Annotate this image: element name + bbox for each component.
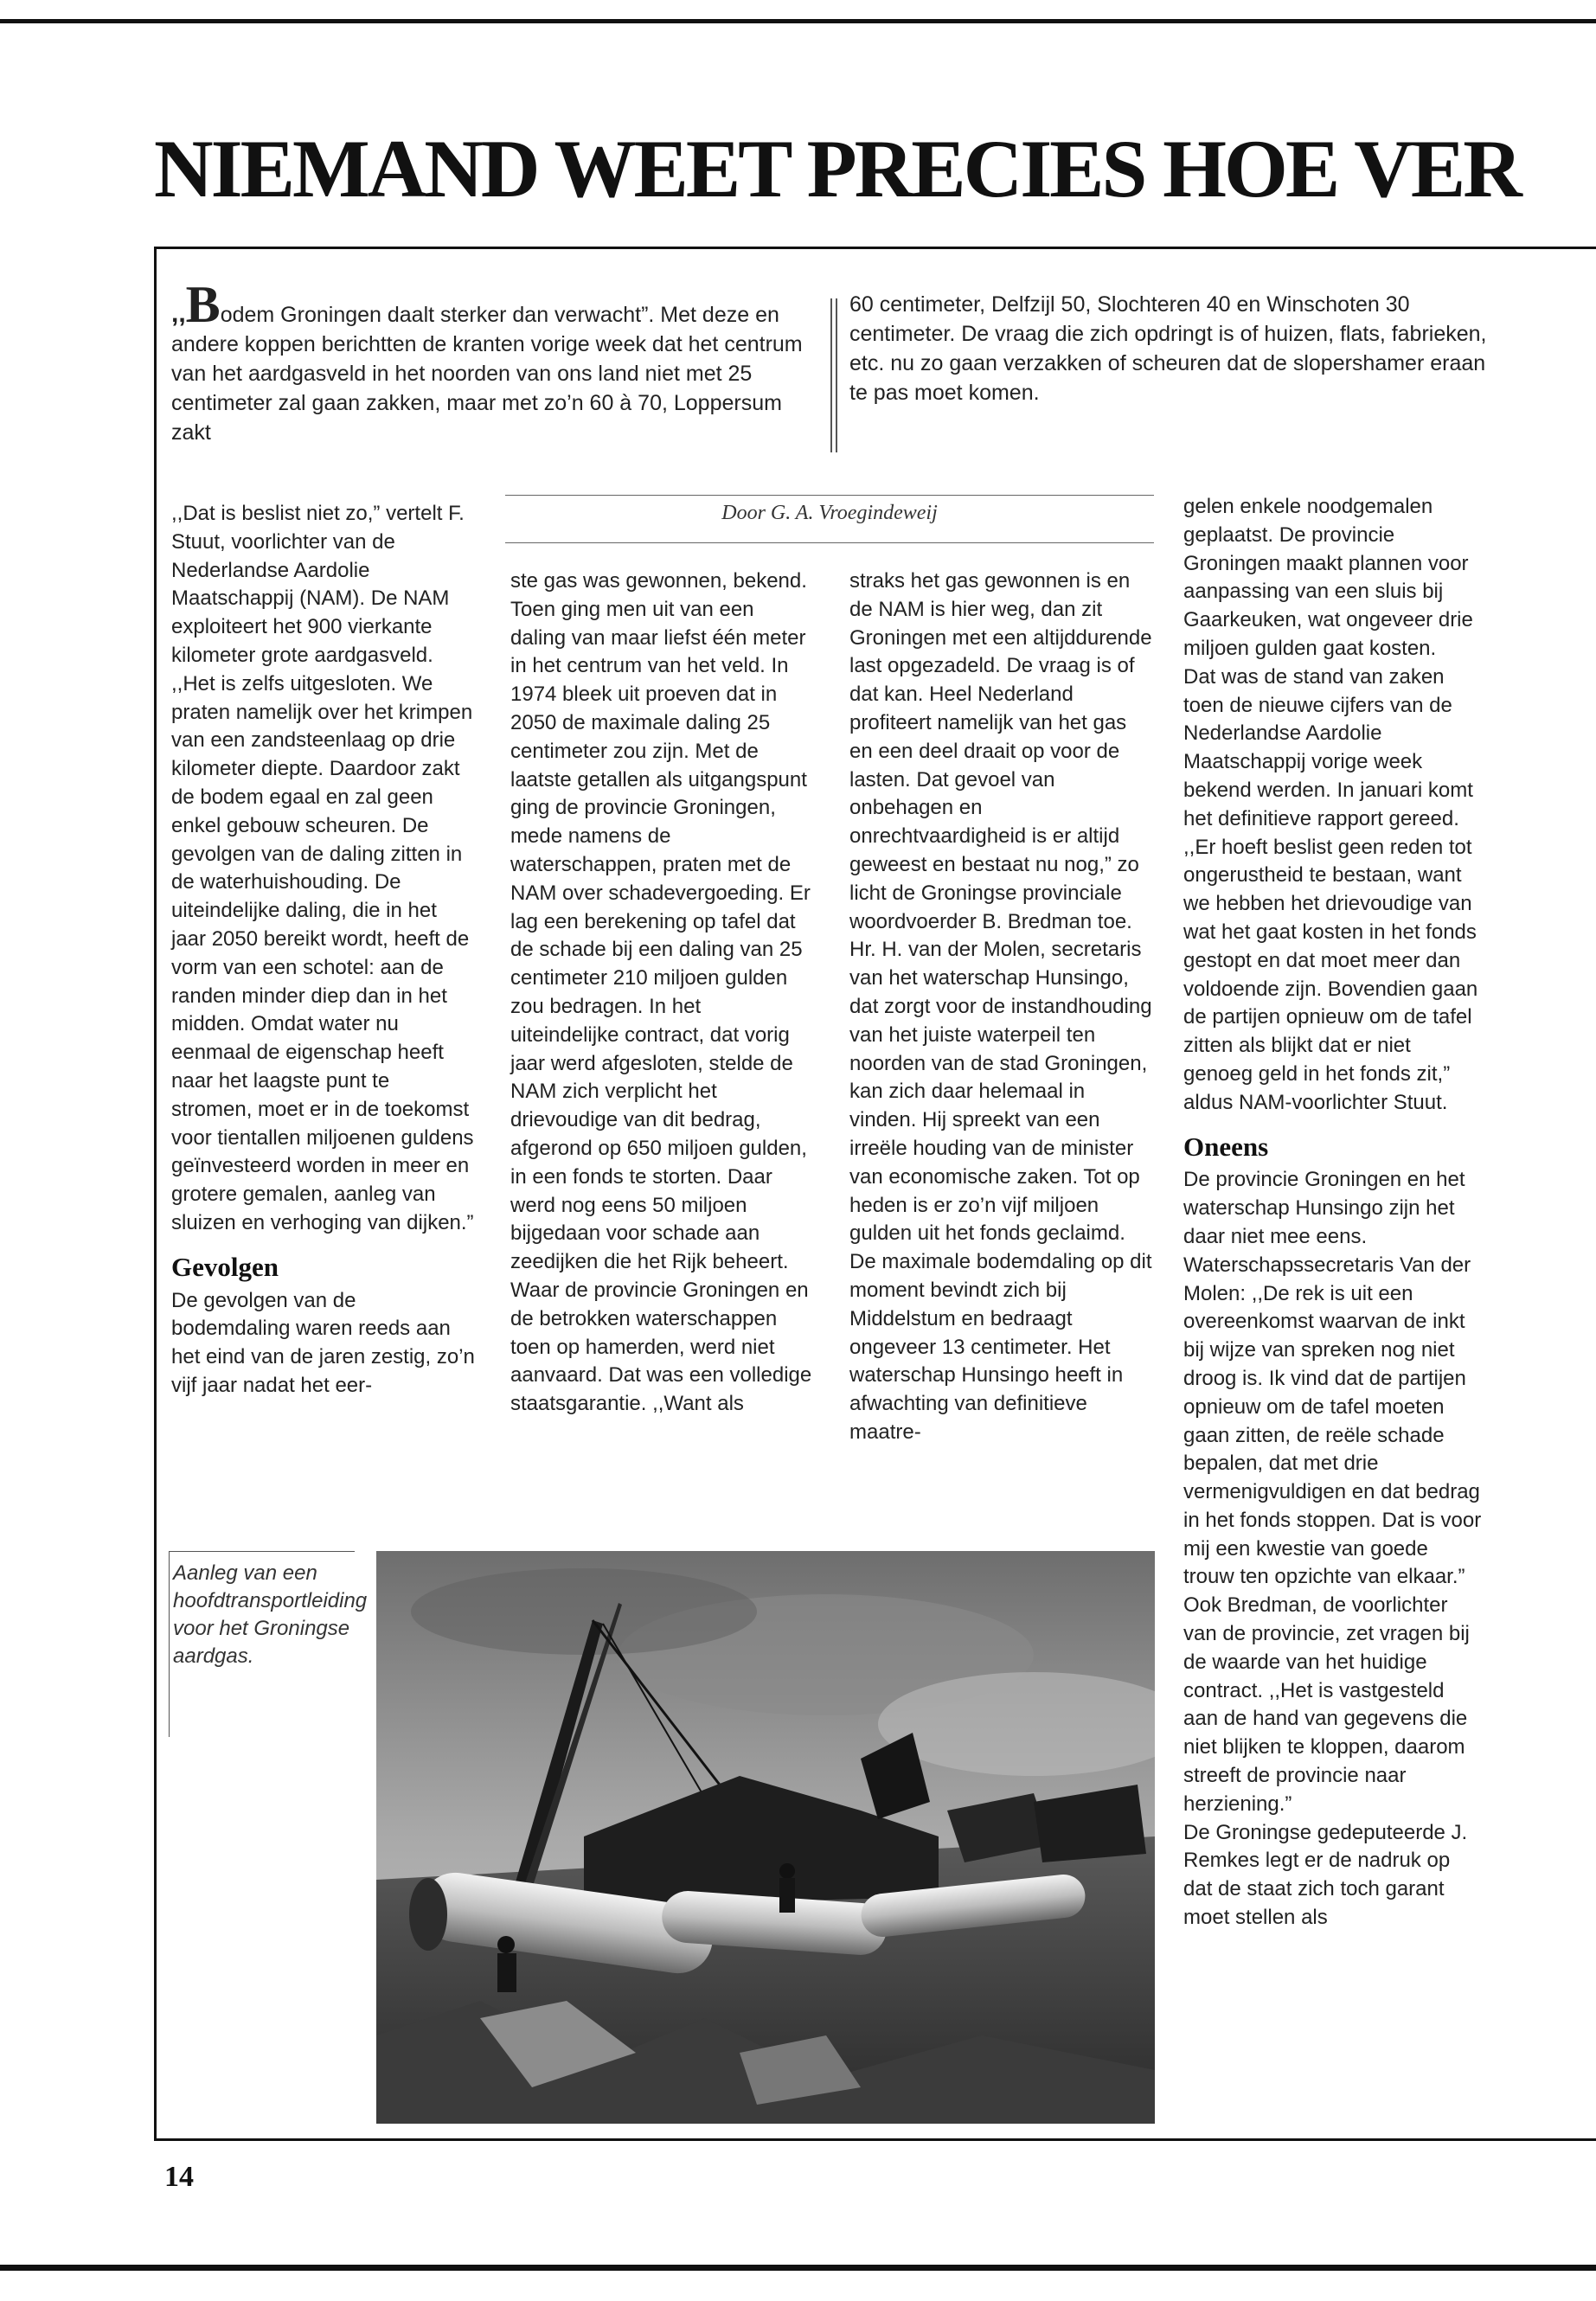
frame-bottom-rule (154, 2138, 1596, 2141)
bottom-border (0, 2265, 1596, 2271)
col1-paragraph-1: ,,Dat is beslist niet zo,” vertelt F. Stuut, voorlichter van de Nederlandse Aardolie Maatschappij (NAM). De NAM exploiteert het 900 vierkante kilometer grote aardgasveld. ,,Het is zelfs uitgesloten. We praten namelijk over het krimpen van een zandsteenlaag op drie kilometer diepte. Daardoor zakt de bodem egaal en zal geen enkel gebouw scheuren. De gevolgen van de daling zitten in de waterhuishouding. De uiteindelijke daling, die in het jaar 2050 bereikt wordt, heeft de vorm van een schotel: aan de randen minder diep dan in het midden. Omdat water nu eenmaal de eigenschap heeft naar het laagste punt te stromen, moet er in de toekomst voor tientallen miljoenen guldens geïnvesteerd worden in meer en grotere gemalen, aanleg van sluizen en verhoging van dijken.” (171, 502, 474, 1234)
lead-left (171, 276, 811, 447)
col4-paragraph-2: Dat was de stand van zaken toen de nieuwe cijfers van de Nederlandse Aardolie Maatschappij vorige week bekend werden. In januari komt het definitieve rapport gereed. ,,Er hoeft beslist geen reden tot ongerustheid te bestaan, want we hebben het drievoudige van wat het gaat kosten in het fonds gestopt en dat moet meer dan voldoende zijn. Bovendien gaan de partijen opnieuw om de tafel zitten als blijkt dat er niet genoeg geld in het fonds zit,” aldus NAM-voorlichter Stuut. (1183, 664, 1478, 1114)
heading-oneens: Oneens (1183, 1131, 1269, 1162)
column-1 (171, 500, 476, 1400)
caption-rule-side (169, 1551, 170, 1737)
photo-illustration (376, 1551, 1155, 2124)
photo-caption: Aanleg van een hoofdtransportleiding voor het Groningse aardgas. (173, 1561, 368, 1668)
lead-divider (830, 298, 832, 452)
col4-paragraph-4: Ook Bredman, de voorlichter van de provincie, zet vragen bij de waarde van het huidige contract. ,,Het is vastgesteld aan de hand van gegevens die niet blijken te kloppen, daarom streeft de provincie naar herziening.” (1183, 1593, 1470, 1816)
top-border (0, 19, 1596, 23)
caption-rule-top (169, 1551, 355, 1552)
frame-left-rule (154, 247, 157, 2141)
frame-top-rule (154, 247, 1596, 249)
byline-rule-bottom (505, 542, 1154, 543)
lead-divider-2 (836, 298, 837, 452)
column-2 (510, 567, 813, 1419)
col4-paragraph-5: De Groningse gedeputeerde J. Remkes legt er de nadruk op dat de staat zich toch garant moet stellen als (1183, 1820, 1468, 1930)
byline: Door G. A. Vroegindeweij (721, 502, 938, 524)
lead-quote-mark: ,, (171, 299, 186, 328)
headline: NIEMAND WEET PRECIES HOE VER (154, 123, 1520, 215)
lead-drop-letter: B (185, 276, 221, 333)
column-4 (1183, 493, 1482, 1932)
byline-rule-top (505, 495, 1154, 496)
lead-right: 60 centimeter, Delfzijl 50, Slochteren 40 en Winschoten 30 centimeter. De vraag die zich opdringt is of huizen, flats, fabrieken, etc. nu zo gaan verzakken of scheuren dat de slopershamer eraan te pas moet komen. (849, 292, 1487, 405)
col3-paragraph-1: straks het gas gewonnen is en de NAM is hier weg, dan zit Groningen met een altijddurende last opgezadeld. De vraag is of dat kan. Heel Nederland profiteert namelijk van het gas en een deel draait op voor de lasten. Dat gevoel van onbehagen en onrechtvaardigheid is er altijd geweest en bestaat nu nog,” zo licht de Groningse provinciale woordvoerder B. Bredman toe. (849, 569, 1152, 933)
lead-left-text: odem Groningen daalt sterker dan verwacht”. Met deze en andere koppen berichtten de kranten vorige week dat het centrum van het aardgasveld in het noorden van ons land niet met 25 centimeter zal gaan zakken, maar met zo’n 60 à 70, Loppersum zakt (171, 303, 803, 445)
pipeline-construction-photo (376, 1551, 1155, 2124)
col4-paragraph-1: gelen enkele noodgemalen geplaatst. De provincie Groningen maakt plannen voor aanpassing van een sluis bij Gaarkeuken, wat ongeveer drie miljoen gulden gaat kosten. (1183, 495, 1473, 660)
col3-paragraph-2: Hr. H. van der Molen, secretaris van het waterschap Hunsingo, dat zorgt voor de instandhouding van het juiste waterpeil ten noorden van de stad Groningen, kan zich daar helemaal in vinden. Hij spreekt van een irreële houding van de minister van economische zaken. Tot op heden is er zo’n vijf miljoen gulden uit het fonds geclaimd. De maximale bodemdaling op dit moment bevindt zich bij Middelstum en bedraagt ongeveer 13 centimeter. Het waterschap Hunsingo heeft in afwachting van definitieve maatre- (849, 938, 1152, 1444)
col1-paragraph-2: De gevolgen van de bodemdaling waren reeds aan het eind van de jaren zestig, zo’n vijf jaar nadat het eer- (171, 1288, 475, 1397)
col4-paragraph-3: De provincie Groningen en het waterschap Hunsingo zijn het daar niet mee eens. Waterschapssecretaris Van der Molen: ,,De rek is uit een overeenkomst waarvan de inkt bij wijze van spreken nog niet droog is. Ik vind dat de partijen opnieuw om de tafel moeten gaan zitten, de reële schade bepalen, dat met drie vermenigvuldigen en dat bedrag in het fonds stoppen. Dat is voor mij een kwestie van goede trouw ten opzichte van elkaar.” (1183, 1168, 1482, 1589)
column-3 (849, 567, 1152, 1447)
col2-paragraph-1: ste gas was gewonnen, bekend. Toen ging men uit van een daling van maar liefst één meter in het centrum van het veld. In 1974 bleek uit proeven dat in 2050 de maximale daling 25 centimeter zou zijn. Met de laatste getallen als uitgangspunt ging de provincie Groningen, mede namens de waterschappen, praten met de NAM over schadevergoeding. Er lag een berekening op tafel dat de schade bij een daling van 25 centimeter 210 miljoen gulden zou bedragen. In het uiteindelijke contract, dat vorig jaar werd afgesloten, stelde de NAM zich verplicht het drievoudige van dit bedrag, afgerond op 650 miljoen gulden, in een fonds te storten. Daar werd nog eens 50 miljoen bijgedaan voor schade aan zeedijken die het Rijk beheert. Waar de provincie Groningen en de betrokken waterschappen toen op hamerden, werd niet aanvaard. Dat was een volledige staatsgarantie. ,,Want als (510, 569, 812, 1416)
page-number: 14 (164, 2161, 194, 2193)
heading-gevolgen: Gevolgen (171, 1251, 279, 1282)
